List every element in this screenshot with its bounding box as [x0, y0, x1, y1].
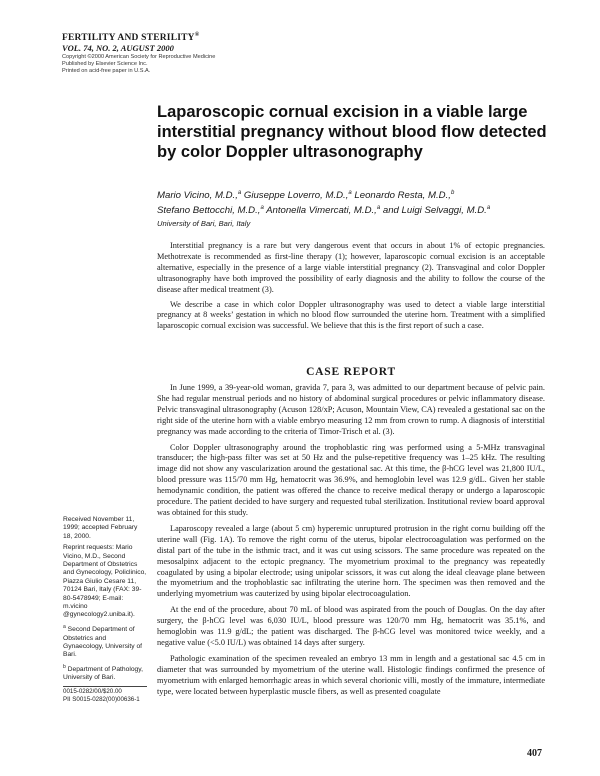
journal-volume: VOL. 74, NO. 2, AUGUST 2000	[62, 43, 174, 53]
author-list	[157, 187, 557, 217]
author-name: Antonella Vimercati, M.D.,	[266, 205, 377, 217]
author-affiliation: University of Bari, Bari, Italy	[157, 219, 251, 228]
reprint-requests: Reprint requests: Mario Vicino, M.D., Second Department of Obstetrics and Gynecology, Policlinico, Piazza Giulio Cesare 11, 70124 Bari, Italy (FAX: 39-80-5478949; E-mail: m.vicino @gynecology2.uniba.it).	[63, 544, 147, 619]
abstract	[157, 241, 545, 332]
footnote-mark: a	[63, 623, 66, 630]
journal-name	[62, 32, 199, 43]
article-codes	[63, 688, 140, 704]
article-notes-sidebar	[63, 516, 147, 686]
author-name: Mario Vicino, M.D.,	[157, 190, 238, 202]
author-name: Stefano Bettocchi, M.D.,	[157, 205, 261, 217]
footnote-text: Second Department of Obstetrics and Gynaecology, University of Bari.	[63, 626, 143, 659]
pii-code: PII S0015-0282(00)00636-1	[63, 696, 140, 703]
copyright-line: Copyright ©2000 American Society for Reproductive Medicine	[62, 54, 216, 60]
body-paragraph: Pathologic examination of the specimen revealed an embryo 13 mm in length and a gestational sac 4.5 cm in diameter that was surrounded by myometrium of the uterine wall. Histologic findings confirmed the presence of myometrium with enlarged hemorrhagic areas in which several chorionic villi, mostly of the immature, intermediate type, were located between hyperplastic muscle fibers, as well as presented coagulate	[157, 653, 545, 696]
article-title: Laparoscopic cornual excision in a viable large interstitial pregnancy without blood flow detected by color Doppler ultrasonography	[157, 103, 547, 161]
sidebar-divider	[63, 686, 147, 687]
received-dates: Received November 11, 1999; accepted February 18, 2000.	[63, 516, 138, 540]
body-paragraph: Laparoscopy revealed a large (about 5 cm) hyperemic unruptured protrusion in the right cornu building off the uterine wall (Fig. 1A). To remove the right cornu of the uterus, bipolar electrocoagulation was performed on the distal part of the tube in the isthmic tract, and it was cut using scissors. The same procedure was repeated on the mesosalpinx adjacent to the ectopic pregnancy. The myometrium proximal to the pregnancy was repeatedly coagulated by using a bipolar electrode; using unipolar scissors, it was cut along the ideal cleavage plane between the myometrium and the trophoblastic sac infiltrating the uterine horn. The specimen was then removed and the underlying myometrium was cauterized by using bipolar electrocoagulation.	[157, 523, 545, 599]
body-paragraph: In June 1999, a 39-year-old woman, gravida 7, para 3, was admitted to our department because of pelvic pain. She had regular menstrual periods and no history of abdominal surgical procedures or pelvic inflammatory disease. Pelvic transvaginal ultrasonography (Acuson 128/xP; Acuson, Mountain View, CA) revealed a gestational sac on the right side of the uterine horn with a viable embryo measuring 12 mm from crown to rump. A diagnosis of interstitial pregnancy was made according to the criteria of Timor-Trisch et al. (3).	[157, 383, 545, 436]
footnote-text: Department of Pathology, University of Bari.	[63, 665, 143, 682]
author-name: Giuseppe Loverro, M.D.,	[243, 190, 349, 202]
footnote-b	[63, 663, 147, 683]
publisher-line: Published by Elsevier Science Inc.	[62, 61, 148, 67]
issn-code: 0015-0282/00/$20.00	[63, 688, 122, 695]
footnote-mark: b	[63, 663, 66, 670]
journal-name-text: FERTILITY AND STERILITY	[62, 33, 195, 44]
author-name: and Luigi Selvaggi, M.D.	[382, 205, 487, 217]
section-heading: CASE REPORT	[306, 366, 396, 378]
page-number: 407	[527, 748, 542, 759]
registered-mark: ®	[194, 32, 200, 38]
author-affiliation-mark: a	[237, 190, 242, 196]
author-name: Leonardo Resta, M.D.,	[354, 190, 451, 202]
case-report-body	[157, 383, 545, 702]
footnote-a	[63, 623, 147, 660]
body-paragraph: At the end of the procedure, about 70 mL of blood was aspirated from the pouch of Douglas. On the day after surgery, the β-hCG level was 6,030 IU/L, blood pressure was 120/70 mm Hg, hematocrit was 35.1%, and hemoglobin was 11.9 g/dL; the patient was discharged. The β-hCG level was monitored twice weekly, and a negative value (<5.0 IU/L) was obtained 14 days after surgery.	[157, 605, 545, 647]
author-affiliation-mark: a	[486, 205, 491, 212]
author-affiliation-mark: a	[260, 205, 264, 212]
body-paragraph: Color Doppler ultrasonography around the trophoblastic ring was performed using a 5-MHz transvaginal transducer; the high-pass filter was set at 50 Hz and the pulse-repetitive frequency was 1–25 kHz. The resulting image did not show any vascularization around the gestational sac. At this time, the β-hCG level was 21,800 IU/L, blood pressure was 115/70 mm Hg, hematocrit was 36.9%, and hemoglobin level was 12.9 g/dL. Given her stable hemodynamic condition, the patient was offered the chance to receive medical therapy or undergo a laparoscopic procedure. The patient decided to have surgery and requested tubal sterilization. Institutional review board approval was obtained for this study.	[157, 442, 545, 517]
printing-line: Printed on acid-free paper in U.S.A.	[62, 68, 151, 74]
author-affiliation-mark: b	[450, 190, 455, 196]
author-affiliation-mark: a	[376, 205, 381, 212]
author-affiliation-mark: a	[348, 190, 352, 196]
abstract-paragraph: We describe a case in which color Doppler ultrasonography was used to detect a viable large interstitial pregnancy at 8 weeks’ gestation in which no blood flow surrounded the uterine horn. Treatment with a simplified laparoscopic cornual excision was successful. We believe that this is the first report of such a case.	[157, 299, 545, 331]
abstract-paragraph: Interstitial pregnancy is a rare but very dangerous event that occurs in about 1% of ectopic pregnancies. Methotrexate is recommended as first-line therapy (1); however, laparoscopic cornual excision is an acceptable alternative, especially in the presence of a large viable interstitial pregnancy (2). Transvaginal and color Doppler ultrasonography have both improved the possibility of early diagnosis and the ability to follow the course of the disease after medical treatment (3).	[157, 241, 545, 294]
